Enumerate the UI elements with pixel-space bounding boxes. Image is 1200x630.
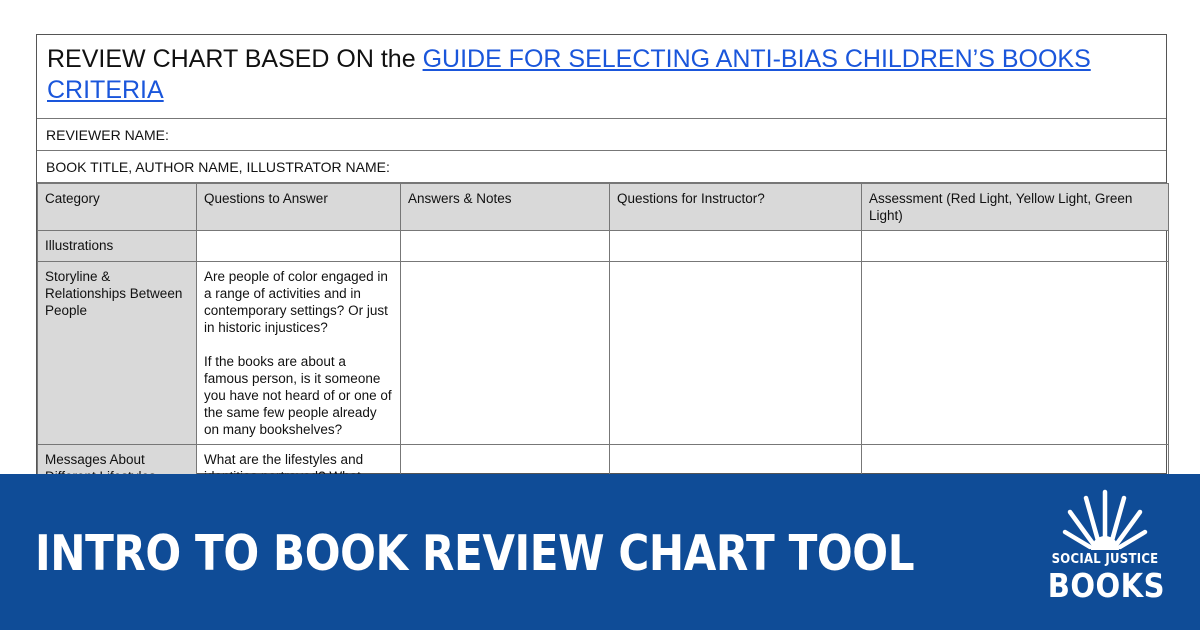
table-row	[38, 262, 1169, 445]
category-cell: Storyline & Relationships Between People	[38, 262, 197, 445]
logo-subtitle: SOCIAL JUSTICE	[1051, 552, 1159, 567]
questions-cell: Are people of color engaged in a range of activities and in contemporary settings? Or just in historic injustices? If the books are about a famous person, is it someone you have not heard of or one of the same few people already on many bookshelves?	[197, 262, 401, 445]
assessment-cell[interactable]	[862, 262, 1169, 445]
questions-cell: What are the lifestyles and	[197, 445, 401, 492]
category-cell: Messages About	[38, 445, 197, 492]
header-category: Category	[38, 184, 197, 231]
table-row	[38, 231, 1169, 262]
questions-cell	[197, 231, 401, 262]
header-assessment: Assessment (Red Light, Yellow Light, Green Light)	[862, 184, 1169, 231]
social-justice-books-logo	[1040, 486, 1170, 616]
review-table	[37, 183, 1169, 492]
table-header-row	[38, 184, 1169, 231]
instructor-questions-cell[interactable]	[610, 231, 862, 262]
header-answers-notes: Answers & Notes	[401, 184, 610, 231]
answers-cell[interactable]	[401, 231, 610, 262]
guide-link[interactable]: GUIDE FOR SELECTING ANTI-BIAS CHILDREN’S BOOKS CRITERIA	[47, 45, 1091, 104]
assessment-cell[interactable]	[862, 231, 1169, 262]
reviewer-name-label: REVIEWER NAME:	[46, 127, 169, 143]
review-chart-document	[36, 34, 1167, 474]
category-cell: Illustrations	[38, 231, 197, 262]
document-title	[37, 35, 1166, 119]
instructor-questions-cell[interactable]	[610, 262, 862, 445]
book-title-label: BOOK TITLE, AUTHOR NAME, ILLUSTRATOR NAME:	[46, 159, 390, 175]
book-title-row	[37, 151, 1166, 183]
title-prefix: REVIEW CHART BASED ON the	[47, 45, 423, 73]
reviewer-name-row	[37, 119, 1166, 151]
logo-wordmark: BOOKS	[1047, 566, 1165, 605]
sunburst-icon	[1062, 486, 1148, 552]
header-questions-instructor: Questions for Instructor?	[610, 184, 862, 231]
banner-title: INTRO TO BOOK REVIEW CHART TOOL	[35, 525, 915, 582]
answers-cell[interactable]	[401, 262, 610, 445]
title-banner	[0, 474, 1200, 630]
header-questions: Questions to Answer	[197, 184, 401, 231]
